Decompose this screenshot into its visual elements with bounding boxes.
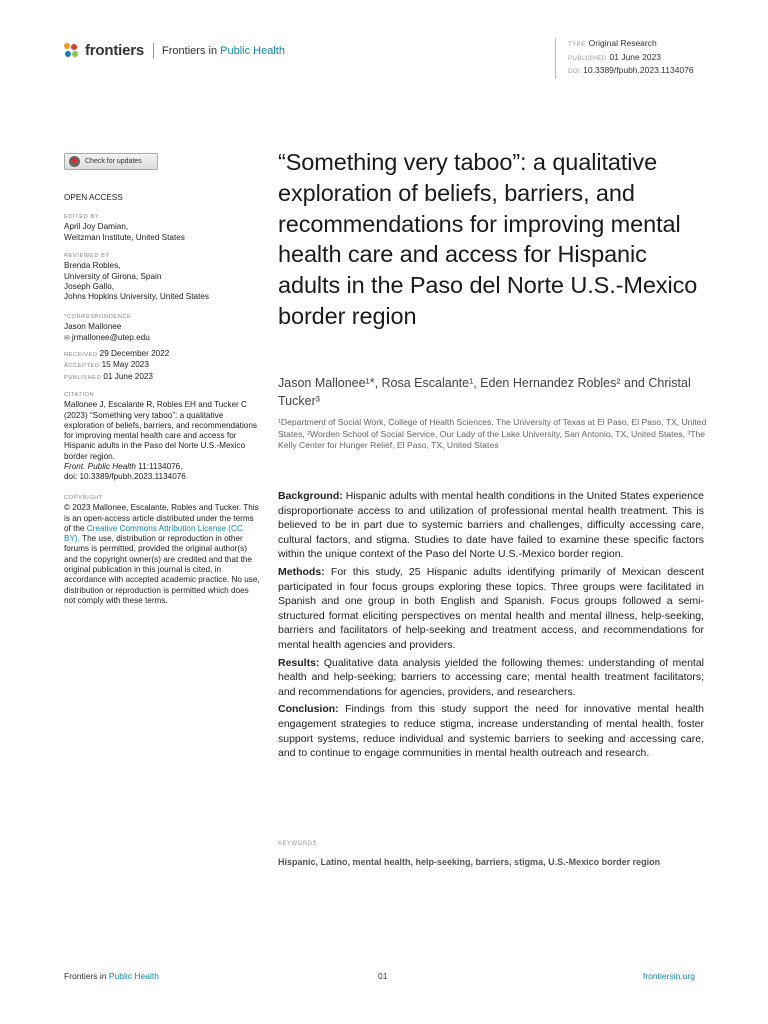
cc-license-link[interactable]: Creative Commons Attribution License (CC BY). <box>64 523 243 544</box>
edited-by-section <box>64 212 260 243</box>
editor-affiliation: Weitzman Institute, United States <box>64 232 185 242</box>
page-number: 01 <box>378 971 388 981</box>
open-access-label: OPEN ACCESS <box>64 193 123 202</box>
citation-volume: 11:1134076. <box>138 462 183 472</box>
frontiers-logo-icon <box>64 43 80 59</box>
copyright-label: COPYRIGHT <box>64 495 103 501</box>
reviewed-by-label: REVIEWED BY <box>64 253 110 259</box>
footer-site-link[interactable]: frontiersin.org <box>643 971 695 981</box>
keywords: Hispanic, Latino, mental health, help-seeking, barriers, stigma, U.S.-Mexico border region <box>278 857 661 867</box>
published-value: 01 June 2023 <box>609 51 662 62</box>
journal-title: Public Health <box>220 44 285 57</box>
abstract-background <box>278 489 704 562</box>
abstract-text: For this study, 25 Hispanic adults identifying primarily of Mexican descent participated in four focus groups exploring these topics. Three groups were facilitated in Spanish and one group in both English and Spanish. Focus groups followed a semi-structured format eliciting perspectives on mental health and mental illness, help-seeking, barriers and facilitators of help-seeking and treatment access, and recommendations for mental health agencies and providers. <box>278 565 705 651</box>
copyright-text-1: © 2023 Mallonee, Escalante, Robles and Tucker. This is an open-access article distributed under the terms of the <box>64 503 259 533</box>
mail-icon: ✉ <box>64 334 72 342</box>
accepted-value: 15 May 2023 <box>101 360 149 370</box>
frontiers-logo[interactable] <box>64 42 285 59</box>
copyright-text <box>64 503 260 606</box>
footer-journal[interactable] <box>64 971 159 981</box>
abstract-text: Findings from this study support the need for innovative mental health engagement strategies to reduce stigma, increase understanding of mental health, foster support systems, reduce individual and systemic barriers to seeking and accessing care, and to continue to engage communities in mental health outreach and research. <box>278 703 704 760</box>
correspondence-label: *CORRESPONDENCE <box>64 314 132 320</box>
abstract-text: Qualitative data analysis yielded the following themes: understanding of mental health and help-seeking; barriers to accessing care; mental health treatment facilitators; and recommendations for agencies, providers, and researchers. <box>278 656 704 698</box>
type-value: Original Research <box>588 38 657 48</box>
journal-prefix: Frontiers in <box>162 44 218 57</box>
logo-divider <box>153 43 154 59</box>
abstract-heading: Background: <box>278 490 343 502</box>
editor-name: April Joy Damian, <box>64 222 129 232</box>
accepted-label: ACCEPTED <box>64 363 100 370</box>
reviewer-line: Brenda Robles, <box>64 261 121 271</box>
reviewed-by-section <box>64 251 260 302</box>
brand-name: frontiers <box>85 42 145 59</box>
reviewer-line: University of Girona, Spain <box>64 271 162 281</box>
article-meta <box>555 38 694 79</box>
abstract-results <box>278 656 704 700</box>
abstract-heading: Results: <box>278 656 320 669</box>
abstract-methods <box>278 565 704 653</box>
check-updates-label: Check for updates <box>85 158 142 165</box>
abstract <box>278 489 704 764</box>
abstract-heading: Methods: <box>278 565 325 578</box>
edited-by-label: EDITED BY <box>64 214 100 220</box>
citation-doi[interactable]: doi: 10.3389/fpubh.2023.1134076 <box>64 472 186 482</box>
reviewer-line: Joseph Gallo, <box>64 281 115 291</box>
correspondence-section <box>64 312 260 344</box>
article-title: “Something very taboo”: a qualitative exploration of beliefs, barriers, and recommendations for improving mental health care and access for Hispanic adults in the Paso del Norte U.S.-Mexico border region <box>278 149 698 329</box>
published-value: 01 June 2023 <box>103 371 153 381</box>
author-affiliations: ¹Department of Social Work, College of Health Sciences, The University of Texas at El Paso, El Paso, TX, United States, ²Worden School of Social Service, Our Lady of the Lake University, San Antonio, TX, United States, ³The Kelly Center for Hunger Relief, El Paso, TX, United States <box>278 417 707 450</box>
email-text: jrmallonee@utep.edu <box>71 332 150 342</box>
received-value: 29 December 2022 <box>99 349 170 358</box>
citation-section <box>64 390 260 483</box>
published-label: PUBLISHED <box>568 55 607 62</box>
abstract-heading: Conclusion: <box>278 703 339 716</box>
copyright-section <box>64 493 260 606</box>
reviewer-line: Johns Hopkins University, United States <box>64 292 210 302</box>
received-label: RECEIVED <box>64 352 98 358</box>
doi-value[interactable]: 10.3389/fpubh.2023.1134076 <box>583 65 694 75</box>
doi-label: DOI <box>568 69 581 75</box>
footer-journal-name: Public Health <box>108 971 159 981</box>
abstract-text: Hispanic adults with mental health conditions in the United States experience disproportionate access to and utilization of professional mental health treatment. This is believed to be in part due to systemic barriers and challenges, difficulty accessing care, cultural factors, and stigma. Studies to date have failed to examine these specific factors within the unique context of the Paso del Norte U.S.-Mexico border region. <box>278 490 704 561</box>
footer-prefix: Frontiers in <box>64 971 107 981</box>
citation-journal: Front. Public Health <box>64 462 136 472</box>
type-label: TYPE <box>568 42 586 48</box>
citation-text: Mallonee J, Escalante R, Robles EH and Tucker C (2023) “Something very taboo”: a qualitative exploration of beliefs, barriers, and recommendations for improving mental health care and access for Hispanic adults in the Paso del Norte U.S.-Mexico border region. <box>64 400 257 461</box>
abstract-conclusion <box>278 702 704 760</box>
correspondence-name: Jason Mallonee <box>64 322 122 332</box>
correspondence-email[interactable] <box>64 333 260 344</box>
article-authors: Jason Mallonee¹*, Rosa Escalante¹, Eden Hernandez Robles² and Christal Tucker³ <box>278 376 691 408</box>
citation-label: CITATION <box>64 392 95 398</box>
copyright-text-2: The use, distribution or reproduction in other forums is permitted, provided the original author(s) and the copyright owner(s) are credited and that the original publication in this journal is cited, in accordance with accepted academic practice. No use, distribution or reproduction is permitted which does not comply with these terms. <box>64 534 260 605</box>
journal-name[interactable] <box>162 45 285 57</box>
update-icon <box>69 156 80 167</box>
published-label: PUBLISHED <box>64 374 102 381</box>
dates-section <box>64 349 260 383</box>
check-updates-button[interactable] <box>64 153 158 170</box>
keywords-label: KEYWORDS <box>278 841 318 847</box>
